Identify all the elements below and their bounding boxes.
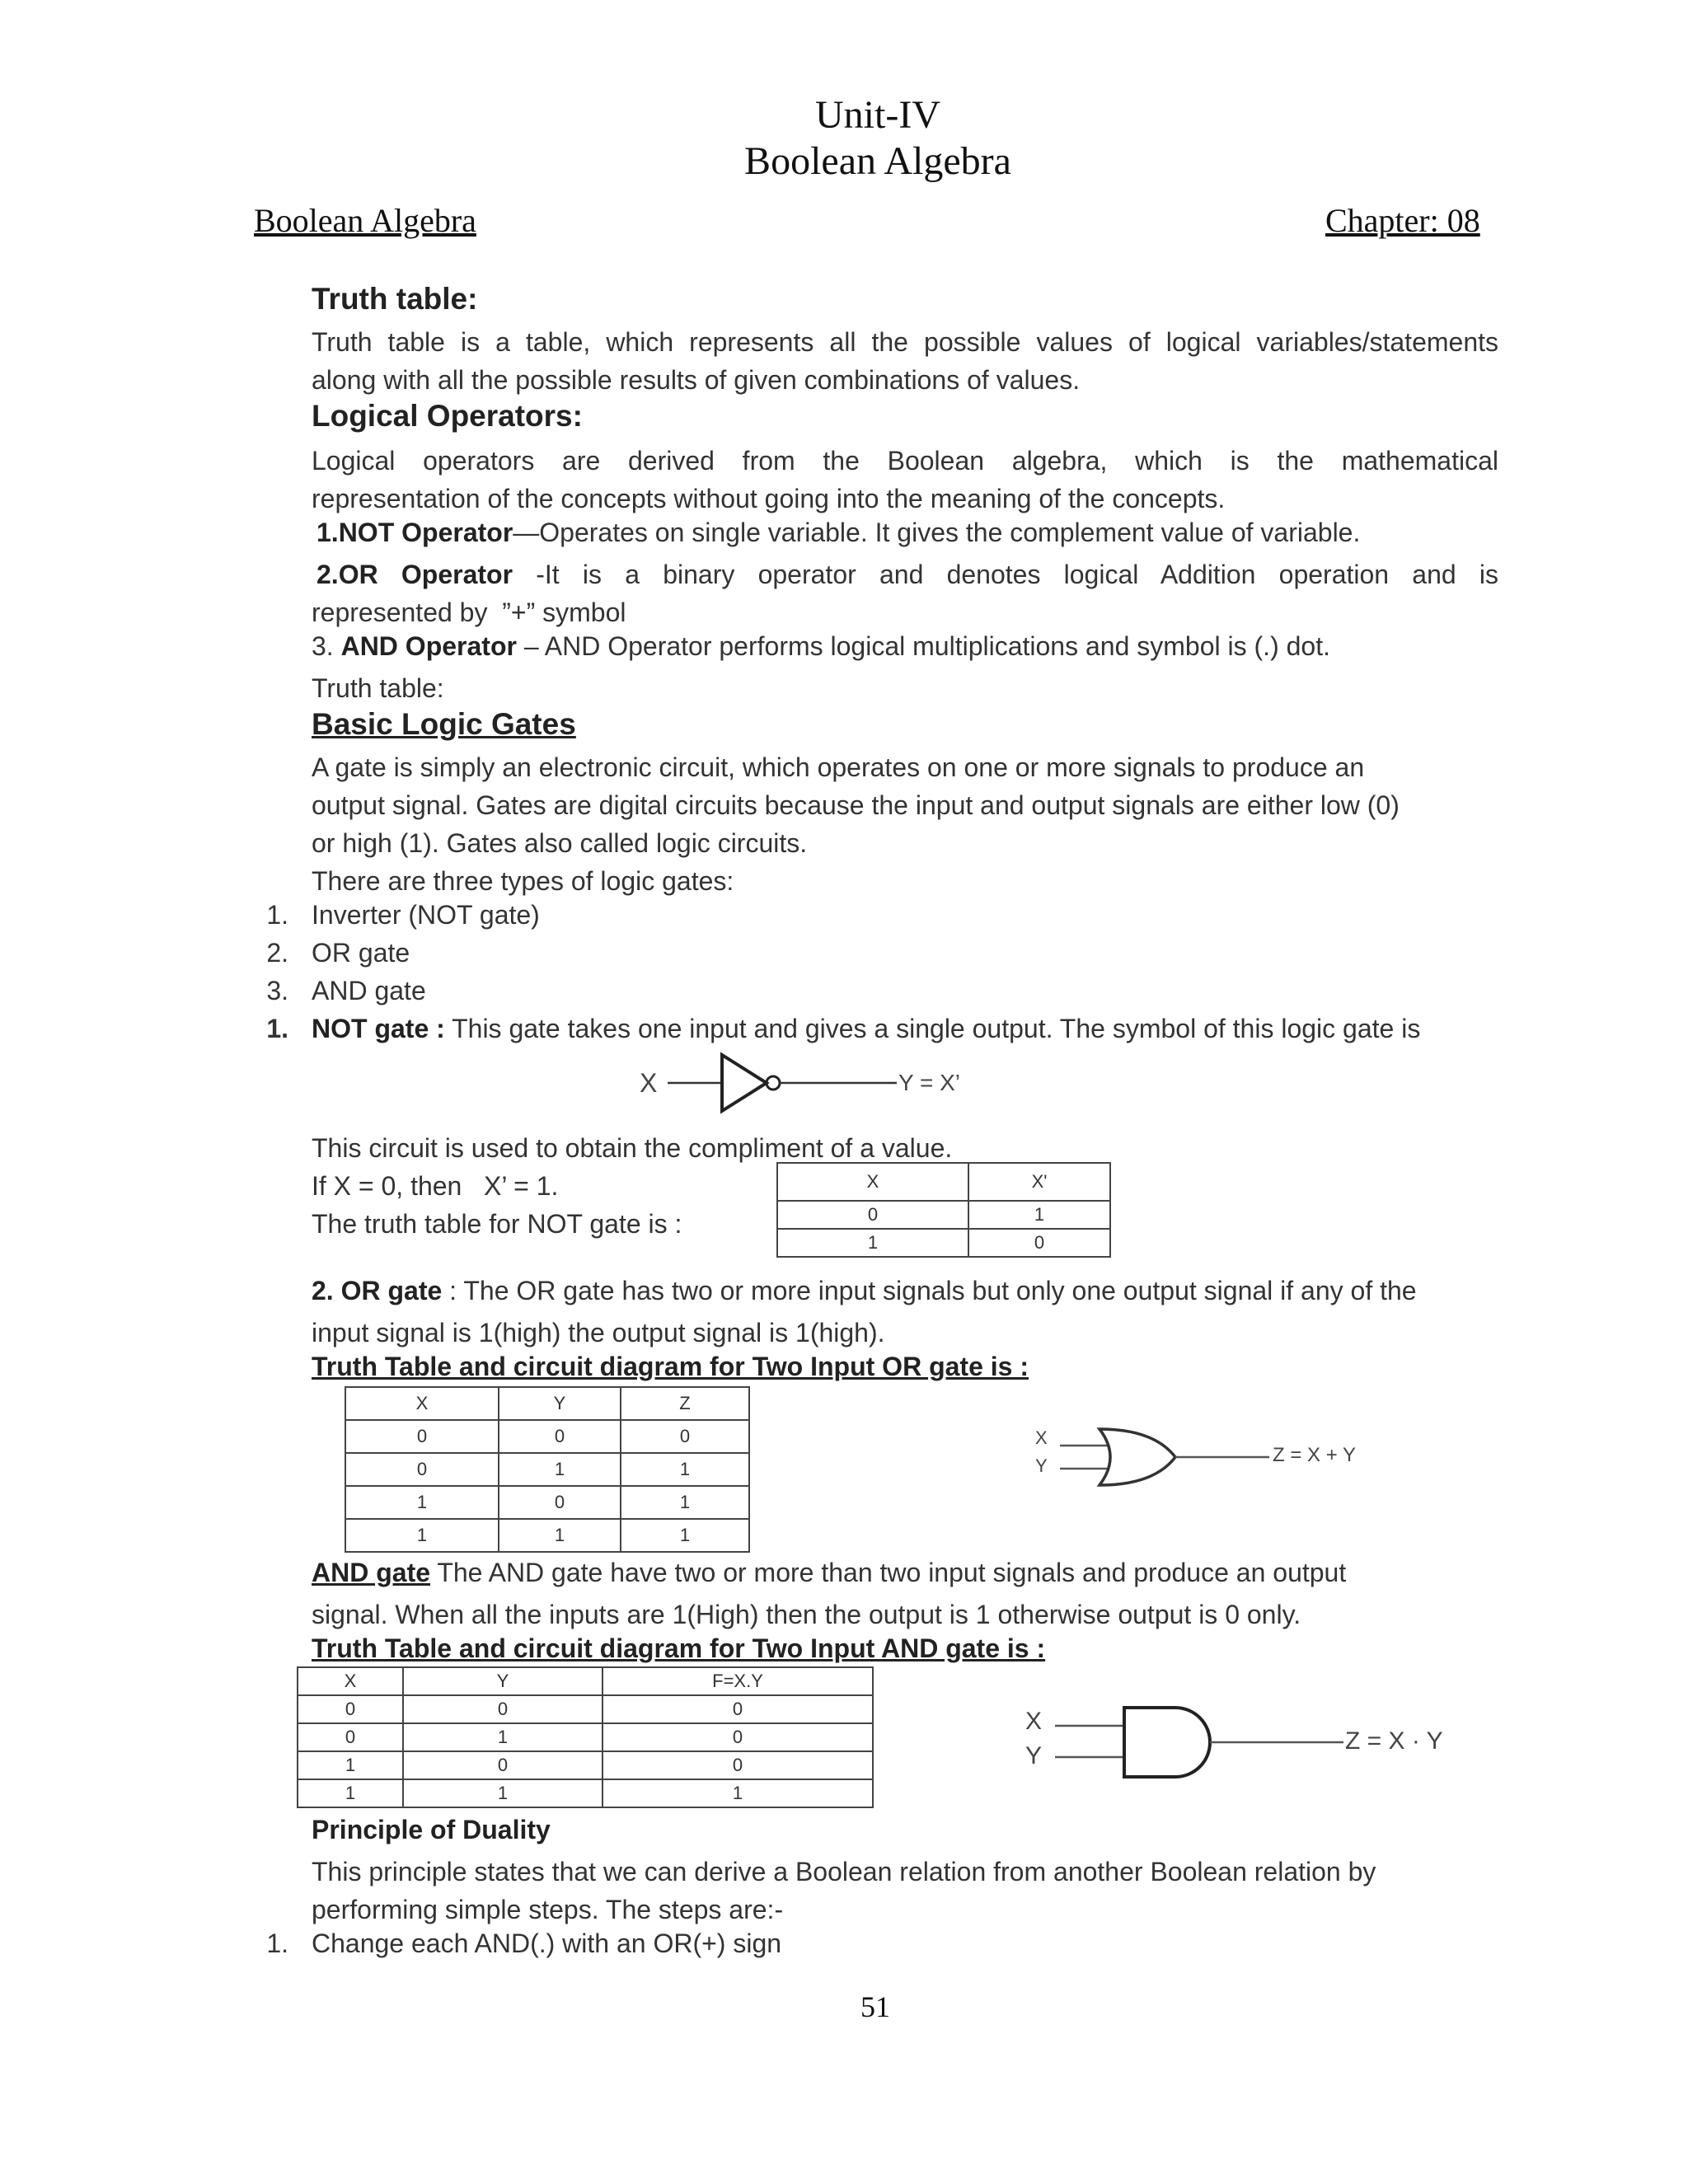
or-gate-number: 2. (312, 1276, 334, 1305)
table-header-row (777, 1163, 1110, 1201)
and-truth-table (297, 1666, 874, 1808)
gate-type-text: AND gate (312, 976, 426, 1005)
table-row (298, 1779, 873, 1807)
not-operator-label: 1.NOT Operator (316, 518, 513, 547)
table-row (298, 1695, 873, 1723)
gate-type-text: Inverter (NOT gate) (312, 900, 540, 930)
table-cell: 0 (621, 1420, 749, 1453)
table-cell: 0 (298, 1723, 403, 1751)
not-gate-diagram (635, 1045, 981, 1119)
duality-step-text: Change each AND(.) with an OR(+) sign (312, 1929, 782, 1958)
or-gate-diagram (1030, 1418, 1385, 1500)
table-row (298, 1723, 873, 1751)
and-gate-diagram (1022, 1694, 1451, 1793)
table-row (777, 1229, 1110, 1257)
table-header-cell: Z (621, 1387, 749, 1420)
table-row (345, 1453, 749, 1486)
or-output-label: Z = X + Y (1273, 1444, 1356, 1466)
table-header-cell: X (298, 1667, 403, 1695)
not-input-label: X (640, 1068, 658, 1098)
not-gate-text: This gate takes one input and gives a single output. The symbol of this logic gate is (444, 1014, 1421, 1043)
and-operator-label: AND Operator (340, 631, 517, 661)
duality-step-number: 1. (266, 1929, 288, 1958)
or-operator-text: -It is a binary operator and denotes logical Addition operation and is (513, 560, 1499, 589)
table-header-cell: X (777, 1163, 968, 1201)
gate-type-text: OR gate (312, 938, 410, 968)
table-cell: 1 (621, 1486, 749, 1519)
table-cell: 0 (345, 1453, 499, 1486)
gate-type-number: 1. (266, 900, 288, 930)
or-input-y-label: Y (1035, 1455, 1048, 1476)
gate-type-number: 3. (266, 976, 288, 1005)
and-operator-number: 3. (312, 631, 341, 661)
table-cell: 0 (499, 1486, 621, 1519)
not-gate-number: 1. (266, 1014, 288, 1043)
table-cell: 1 (621, 1519, 749, 1552)
logical-operators-heading: Logical Operators: (312, 399, 583, 433)
and-gate-label: AND gate (312, 1558, 431, 1587)
table-cell: 0 (403, 1695, 603, 1723)
or-gate-text: : The OR gate has two or more input signals but only one output signal if any of the (442, 1276, 1417, 1305)
truth-table-line-2: along with all the possible results of given combinations of values. (312, 365, 1081, 395)
table-header-cell: F=X.Y (603, 1667, 873, 1695)
or-input-x-label: X (1035, 1427, 1048, 1448)
truth-table-heading: Truth table: (312, 282, 478, 316)
basic-logic-gates-heading: Basic Logic Gates (312, 707, 576, 741)
or-operator-label: 2.OR Operator (316, 560, 513, 589)
unit-title: Unit-IV (815, 93, 940, 137)
table-cell: 1 (603, 1779, 873, 1807)
table-header-cell: X' (968, 1163, 1110, 1201)
and-operator-text: – AND Operator performs logical multiplications and symbol is (.) dot. (516, 631, 1330, 661)
not-gate-line-3: The truth table for NOT gate is : (312, 1209, 682, 1239)
table-header-cell: Y (499, 1387, 621, 1420)
table-cell: 0 (968, 1229, 1110, 1257)
or-gate-line-2: input signal is 1(high) the output signal is 1(high). (312, 1318, 885, 1347)
table-header-row (345, 1387, 749, 1420)
logical-operators-line-1: Logical operators are derived from the Boolean algebra, which is the mathematical (312, 446, 1498, 476)
table-cell: 1 (499, 1519, 621, 1552)
table-cell: 1 (499, 1453, 621, 1486)
and-gate-line (312, 1558, 1346, 1588)
table-row (298, 1751, 873, 1779)
and-operator-line (312, 631, 1330, 662)
or-table-title: Truth Table and circuit diagram for Two Input OR gate is : (312, 1352, 1029, 1381)
and-output-label: Z = X · Y (1345, 1727, 1443, 1755)
and-gate-text: The AND gate have two or more than two input signals and produce an output (430, 1558, 1347, 1587)
table-cell: 0 (499, 1420, 621, 1453)
duality-heading: Principle of Duality (312, 1815, 551, 1844)
or-gate-line (312, 1276, 1417, 1306)
table-row (345, 1486, 749, 1519)
table-cell: 1 (345, 1519, 499, 1552)
subject-title: Boolean Algebra (744, 139, 1011, 183)
or-truth-table (345, 1386, 750, 1553)
table-cell: 0 (603, 1723, 873, 1751)
basic-gates-line-2: output signal. Gates are digital circuits because the input and output signals are either low (0) (312, 790, 1400, 820)
table-cell: 1 (403, 1723, 603, 1751)
not-operator-line (316, 518, 1360, 548)
not-operator-text: —Operates on single variable. It gives the complement value of variable. (513, 518, 1361, 547)
table-cell: 1 (777, 1229, 968, 1257)
logical-operators-line-2: representation of the concepts without going into the meaning of the concepts. (312, 484, 1226, 513)
not-gate-line (312, 1014, 1420, 1044)
table-cell: 1 (298, 1751, 403, 1779)
basic-gates-line-3: or high (1). Gates also called logic circuits. (312, 828, 808, 858)
table-row (777, 1201, 1110, 1229)
or-operator-line (316, 555, 1498, 593)
basic-gates-line-4: There are three types of logic gates: (312, 866, 734, 896)
table-header-cell: X (345, 1387, 499, 1420)
truth-table-line-1: Truth table is a table, which represents all the possible values of logical variables/statements (312, 327, 1498, 357)
table-row (345, 1420, 749, 1453)
table-cell: 1 (968, 1201, 1110, 1229)
table-cell: 0 (403, 1751, 603, 1779)
or-gate-label: OR gate (340, 1276, 443, 1305)
header-left-title: Boolean Algebra (254, 202, 476, 239)
page-number: 51 (860, 1990, 890, 2023)
truth-table-label: Truth table: (312, 673, 444, 703)
and-gate-line-2: signal. When all the inputs are 1(High) then the output is 1 otherwise output is 0 only. (312, 1600, 1301, 1629)
table-cell: 0 (777, 1201, 968, 1229)
table-cell: 0 (603, 1695, 873, 1723)
not-truth-table (776, 1162, 1111, 1258)
not-gate-label: NOT gate : (312, 1014, 445, 1043)
table-cell: 1 (621, 1453, 749, 1486)
table-cell: 1 (298, 1779, 403, 1807)
not-gate-line-1: This circuit is used to obtain the compliment of a value. (312, 1133, 953, 1163)
table-cell: 0 (298, 1695, 403, 1723)
basic-gates-line-1: A gate is simply an electronic circuit, which operates on one or more signals to produce an (312, 752, 1365, 782)
duality-line-1: This principle states that we can derive a Boolean relation from another Boolean relation by (312, 1857, 1376, 1886)
not-gate-line-2: If X = 0, then X’ = 1. (312, 1171, 559, 1201)
table-header-cell: Y (403, 1667, 603, 1695)
gate-type-number: 2. (266, 938, 288, 968)
and-input-x-label: X (1025, 1708, 1043, 1735)
table-row (345, 1519, 749, 1552)
and-table-title: Truth Table and circuit diagram for Two Input AND gate is : (312, 1633, 1046, 1663)
table-cell: 1 (403, 1779, 603, 1807)
or-operator-line-2: represented by ”+” symbol (312, 598, 626, 627)
table-cell: 0 (603, 1751, 873, 1779)
duality-line-2: performing simple steps. The steps are:- (312, 1895, 784, 1924)
not-output-label: Y = X’ (898, 1070, 960, 1095)
header-chapter: Chapter: 08 (1325, 202, 1480, 239)
and-input-y-label: Y (1025, 1742, 1043, 1769)
table-cell: 1 (345, 1486, 499, 1519)
table-header-row (298, 1667, 873, 1695)
table-cell: 0 (345, 1420, 499, 1453)
